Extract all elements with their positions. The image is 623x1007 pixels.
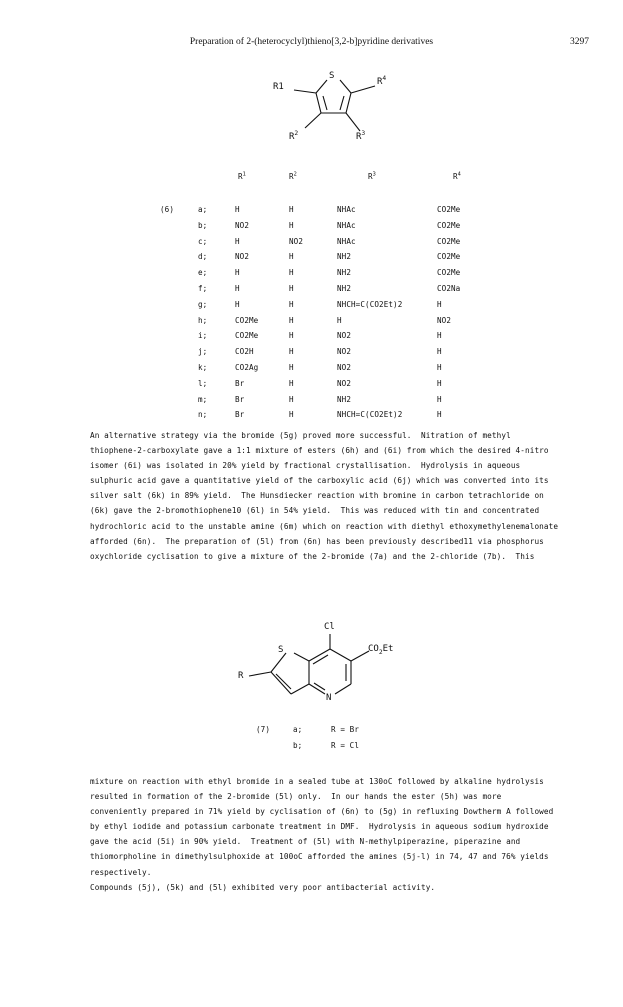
table-cell-r4: H (437, 347, 442, 357)
table-cell-r2: H (289, 268, 294, 278)
table-cell-r4: CO2Me (437, 268, 461, 278)
table-cell-r4: H (437, 299, 442, 309)
text-line: oxychloride cyclisation to give a mixture of the 2-bromide (7a) and the 2-chloride (7b). This (90, 551, 535, 561)
table-cell-r4: H (437, 363, 442, 372)
table-cell-r1: H (235, 284, 240, 293)
table-cell-r2: H (289, 331, 294, 341)
table-cell-r3: NO2 (337, 331, 352, 341)
table-cell-r2: H (289, 284, 294, 293)
table-cell-r2: H (289, 363, 294, 372)
text-line: by ethyl iodide and potassium carbonate treatment in DMF. Hydrolysis in aqueous sodium hydroxide (90, 822, 549, 832)
table-cell-r1: H (235, 299, 240, 309)
text-line: resulted in formation of the 2-bromide (5l) only. In our hands the ester (5h) was more (90, 792, 502, 802)
text-line: thiomorpholine in dimethylsulphoxide at 100oC afforded the amines (5j-l) in 74, 47 and 76% yields (90, 852, 549, 862)
table-cell-r2: H (289, 205, 294, 214)
table-cell-r3: NO2 (337, 363, 352, 372)
label-r2: $R^2$ (289, 130, 299, 142)
table-cell-r1: Br (235, 378, 245, 388)
table-cell-r1: CO2Me (235, 331, 259, 341)
text-line: isomer (6i) was isolated in 20% yield by fractional crystallisation. Hydrolysis in aqueous (90, 461, 521, 471)
label-cl: Cl (324, 622, 335, 632)
table-cell-r4: CO2Me (437, 236, 461, 246)
table-cell-r2: H (289, 410, 294, 420)
table-cell-id: d; (198, 252, 208, 262)
table-cell-r3: NHAc (337, 220, 356, 230)
table-cell-r4: H (437, 378, 442, 388)
table-cell-r1: H (235, 236, 240, 246)
table-cell-id: j; (198, 347, 208, 357)
label-r3: $R^3$ (356, 130, 366, 142)
paragraph-2 (90, 774, 610, 880)
label-s-top: S (329, 71, 335, 81)
table-cell-r1: CO2Ag (235, 363, 259, 372)
table-cell-r1: NO2 (235, 252, 250, 262)
table-cell-r4: CO2Me (437, 205, 461, 214)
table-cell-id: n; (198, 410, 208, 420)
table-cell-r4: H (437, 410, 442, 420)
table-cell-r1: CO2H (235, 347, 254, 357)
table-cell-r1: CO2Me (235, 315, 259, 325)
text-line: respectively. (90, 867, 152, 877)
table-cell-r3: NH2 (337, 284, 352, 293)
label-n: N (326, 693, 332, 703)
table-cell-r3: H (337, 315, 342, 325)
compound-7a-id: a; (293, 725, 303, 734)
table-cell-r2: H (289, 315, 294, 325)
compound-7a-value: R = Br (331, 725, 360, 734)
table-cell-id: h; (198, 315, 208, 325)
table-cell-r2: H (289, 252, 294, 262)
label-ester: $CO_2Et$ (368, 644, 394, 656)
table-cell-r4: CO2Na (437, 284, 461, 293)
table-cell-id: f; (198, 284, 208, 293)
table-cell-id: a; (198, 205, 208, 214)
compound-7b-id: b; (293, 741, 303, 750)
text-line: thiophene-2-carboxylate gave a 1:1 mixture of esters (6h) and (6i) from which the desired 4-nitro (90, 446, 549, 456)
table-cell-r3: NH2 (337, 268, 352, 278)
table-cell-r3: NO2 (337, 347, 352, 357)
column-head-r4: $R^4$ (453, 171, 461, 181)
table-cell-id: k; (198, 363, 208, 372)
compound-number-6: (6) (160, 205, 175, 214)
page-number: 3297 (570, 37, 589, 47)
table-cell-id: i; (198, 331, 208, 341)
table-cell-r1: Br (235, 394, 245, 404)
table-cell-r1: NO2 (235, 220, 250, 230)
text-line: afforded (6n). The preparation of (5l) from (6n) has been previously described11 via phosphorus (90, 536, 544, 546)
table-cell-r2: H (289, 394, 294, 404)
table-cell-r4: H (437, 331, 442, 341)
table-cell-id: l; (198, 378, 208, 388)
label-s-mid: S (278, 645, 284, 655)
table-cell-r3: NHCH=C(CO2Et)2 (337, 299, 403, 309)
text-line: mixture on reaction with ethyl bromide in a sealed tube at 130oC followed by alkaline hydrolysis (90, 777, 544, 786)
text-line: gave the acid (5i) in 90% yield. Treatment of (5l) with N-methylpiperazine, piperazine and (90, 837, 521, 847)
table-cell-r4: CO2Me (437, 220, 461, 230)
table-cell-r4: H (437, 394, 442, 404)
label-r1: R1 (273, 82, 284, 92)
table-cell-id: b; (198, 220, 208, 230)
text-line: An alternative strategy via the bromide (5g) proved more successful. Nitration of methyl (90, 431, 511, 440)
table-cell-r1: H (235, 205, 240, 214)
table-cell-r3: NH2 (337, 252, 352, 262)
column-head-r1: $R^1$ (238, 171, 246, 181)
compound-number-7: (7) (256, 725, 271, 734)
label-r4: $R^4$ (377, 75, 387, 87)
table-cell-r2: H (289, 220, 294, 230)
table-cell-r2: NO2 (289, 236, 304, 246)
table-cell-r1: H (235, 268, 240, 278)
table-cell-r2: H (289, 378, 294, 388)
label-r: R (238, 671, 244, 681)
text-line: (6k) gave the 2-bromothiophene10 (6l) in 54% yield. This was reduced with tin and concentrated (90, 506, 540, 516)
running-title: Preparation of 2-(heterocyclyl)thieno[3,2-b]pyridine derivatives (189, 37, 434, 47)
table-cell-r3: NO2 (337, 378, 352, 388)
table-cell-r1: Br (235, 410, 245, 420)
table-cell-r3: NH2 (337, 394, 352, 404)
table-cell-r4: NO2 (437, 315, 452, 325)
text-line: silver salt (6k) in 89% yield. The Hunsdiecker reaction with bromine in carbon tetrachloride on (90, 491, 544, 501)
table-cell-id: e; (198, 268, 208, 278)
table-cell-r2: H (289, 347, 294, 357)
table-cell-r3: NHCH=C(CO2Et)2 (337, 410, 403, 420)
table-cell-id: c; (198, 236, 208, 246)
table-cell-r4: CO2Me (437, 252, 461, 262)
text-line: sulphuric acid gave a quantitative yield of the carboxylic acid (6j) which was converted into its (90, 476, 549, 486)
paragraph-3: Compounds (5j), (5k) and (5l) exhibited very poor antibacterial activity. (90, 883, 436, 892)
table-cell-r2: H (289, 299, 294, 309)
table-cell-r3: NHAc (337, 236, 356, 246)
table-cell-id: m; (198, 394, 208, 404)
compound-7b-value: R = Cl (331, 741, 360, 750)
text-line: conveniently prepared in 71% yield by cyclisation of (6n) to (5g) in refluxing Dowtherm A followed (90, 807, 554, 817)
table-cell-r3: NHAc (337, 205, 356, 214)
column-head-r2: $R^2$ (289, 171, 297, 181)
text-line: hydrochloric acid to the unstable amine (6m) which on reaction with diethyl ethoxymethylenemalonate (90, 521, 559, 531)
table-cell-id: g; (198, 299, 208, 309)
column-head-r3: $R^3$ (368, 171, 376, 181)
